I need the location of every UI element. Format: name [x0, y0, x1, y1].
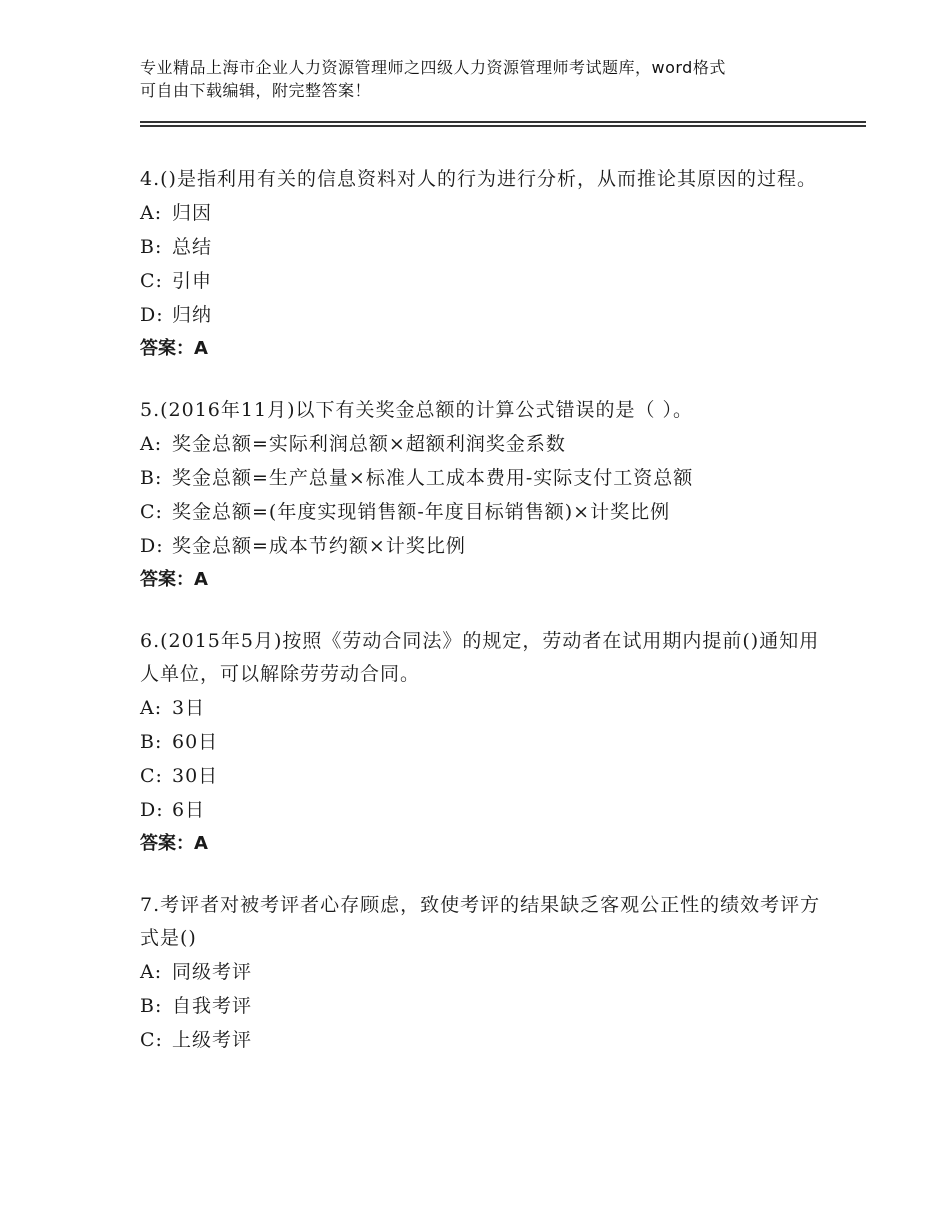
option-key: B:: [140, 467, 163, 489]
option-key: A:: [140, 202, 163, 224]
answer-line: [140, 827, 830, 861]
question-stem: 4.()是指利用有关的信息资料对人的行为进行分析，从而推论其原因的过程。: [140, 168, 817, 190]
option-text: 奖金总额=(年度实现销售额-年度目标销售额)×计奖比例: [172, 501, 671, 523]
header-line-2: 可自由下载编辑，附完整答案！: [140, 81, 372, 100]
question-list: [140, 163, 830, 1085]
header-divider-bottom: [140, 125, 866, 127]
option-c: [140, 759, 830, 793]
option-text: 6日: [172, 799, 206, 821]
question-6: [140, 625, 830, 861]
header-divider-top: [140, 121, 866, 123]
option-key: C:: [140, 270, 163, 292]
option-text: 上级考评: [172, 1029, 253, 1051]
option-key: B:: [140, 731, 163, 753]
answer-value: A: [194, 569, 208, 590]
option-d: [140, 793, 830, 827]
option-c: [140, 264, 830, 298]
option-key: B:: [140, 236, 163, 258]
answer-value: A: [194, 338, 208, 359]
option-a: [140, 691, 830, 725]
question-stem: 5.(2016年11月)以下有关奖金总额的计算公式错误的是（ ）。: [140, 399, 694, 421]
option-d: [140, 529, 830, 563]
question-5: [140, 394, 830, 597]
option-c: [140, 1023, 830, 1057]
option-text: 归纳: [172, 304, 213, 326]
option-key: B:: [140, 995, 163, 1017]
option-key: D:: [140, 535, 164, 557]
question-stem: 6.(2015年5月)按照《劳动合同法》的规定，劳动者在试用期内提前()通知用人单位，可以解除劳劳动合同。: [140, 630, 820, 685]
answer-line: [140, 563, 830, 597]
answer-line: [140, 332, 830, 366]
question-stem: 7.考评者对被考评者心存顾虑，致使考评的结果缺乏客观公正性的绩效考评方式是(): [140, 894, 821, 949]
option-key: A:: [140, 433, 163, 455]
option-key: D:: [140, 304, 164, 326]
question-4: [140, 163, 830, 366]
option-text: 自我考评: [172, 995, 253, 1017]
option-text: 3日: [172, 697, 206, 719]
option-a: [140, 955, 830, 989]
option-key: C:: [140, 765, 163, 787]
answer-label: 答案：: [140, 833, 194, 854]
option-key: C:: [140, 501, 163, 523]
question-7: [140, 889, 830, 1057]
option-b: [140, 725, 830, 759]
answer-value: A: [194, 833, 208, 854]
option-text: 30日: [172, 765, 219, 787]
option-a: [140, 427, 830, 461]
answer-label: 答案：: [140, 569, 194, 590]
option-text: 归因: [172, 202, 213, 224]
option-text: 60日: [172, 731, 219, 753]
option-b: [140, 989, 830, 1023]
option-text: 同级考评: [172, 961, 253, 983]
option-b: [140, 230, 830, 264]
option-key: A:: [140, 697, 163, 719]
option-key: A:: [140, 961, 163, 983]
option-d: [140, 298, 830, 332]
option-text: 奖金总额=生产总量×标准人工成本费用-实际支付工资总额: [172, 467, 694, 489]
option-text: 奖金总额=成本节约额×计奖比例: [172, 535, 466, 557]
option-c: [140, 495, 830, 529]
option-text: 总结: [172, 236, 213, 258]
option-a: [140, 196, 830, 230]
answer-label: 答案：: [140, 338, 194, 359]
option-text: 奖金总额=实际利润总额×超额利润奖金系数: [172, 433, 566, 455]
option-text: 引申: [172, 270, 213, 292]
option-b: [140, 461, 830, 495]
header-line-1: 专业精品上海市企业人力资源管理师之四级人力资源管理师考试题库，word格式: [140, 58, 726, 77]
option-key: C:: [140, 1029, 163, 1051]
document-header: [140, 56, 820, 102]
option-key: D:: [140, 799, 164, 821]
